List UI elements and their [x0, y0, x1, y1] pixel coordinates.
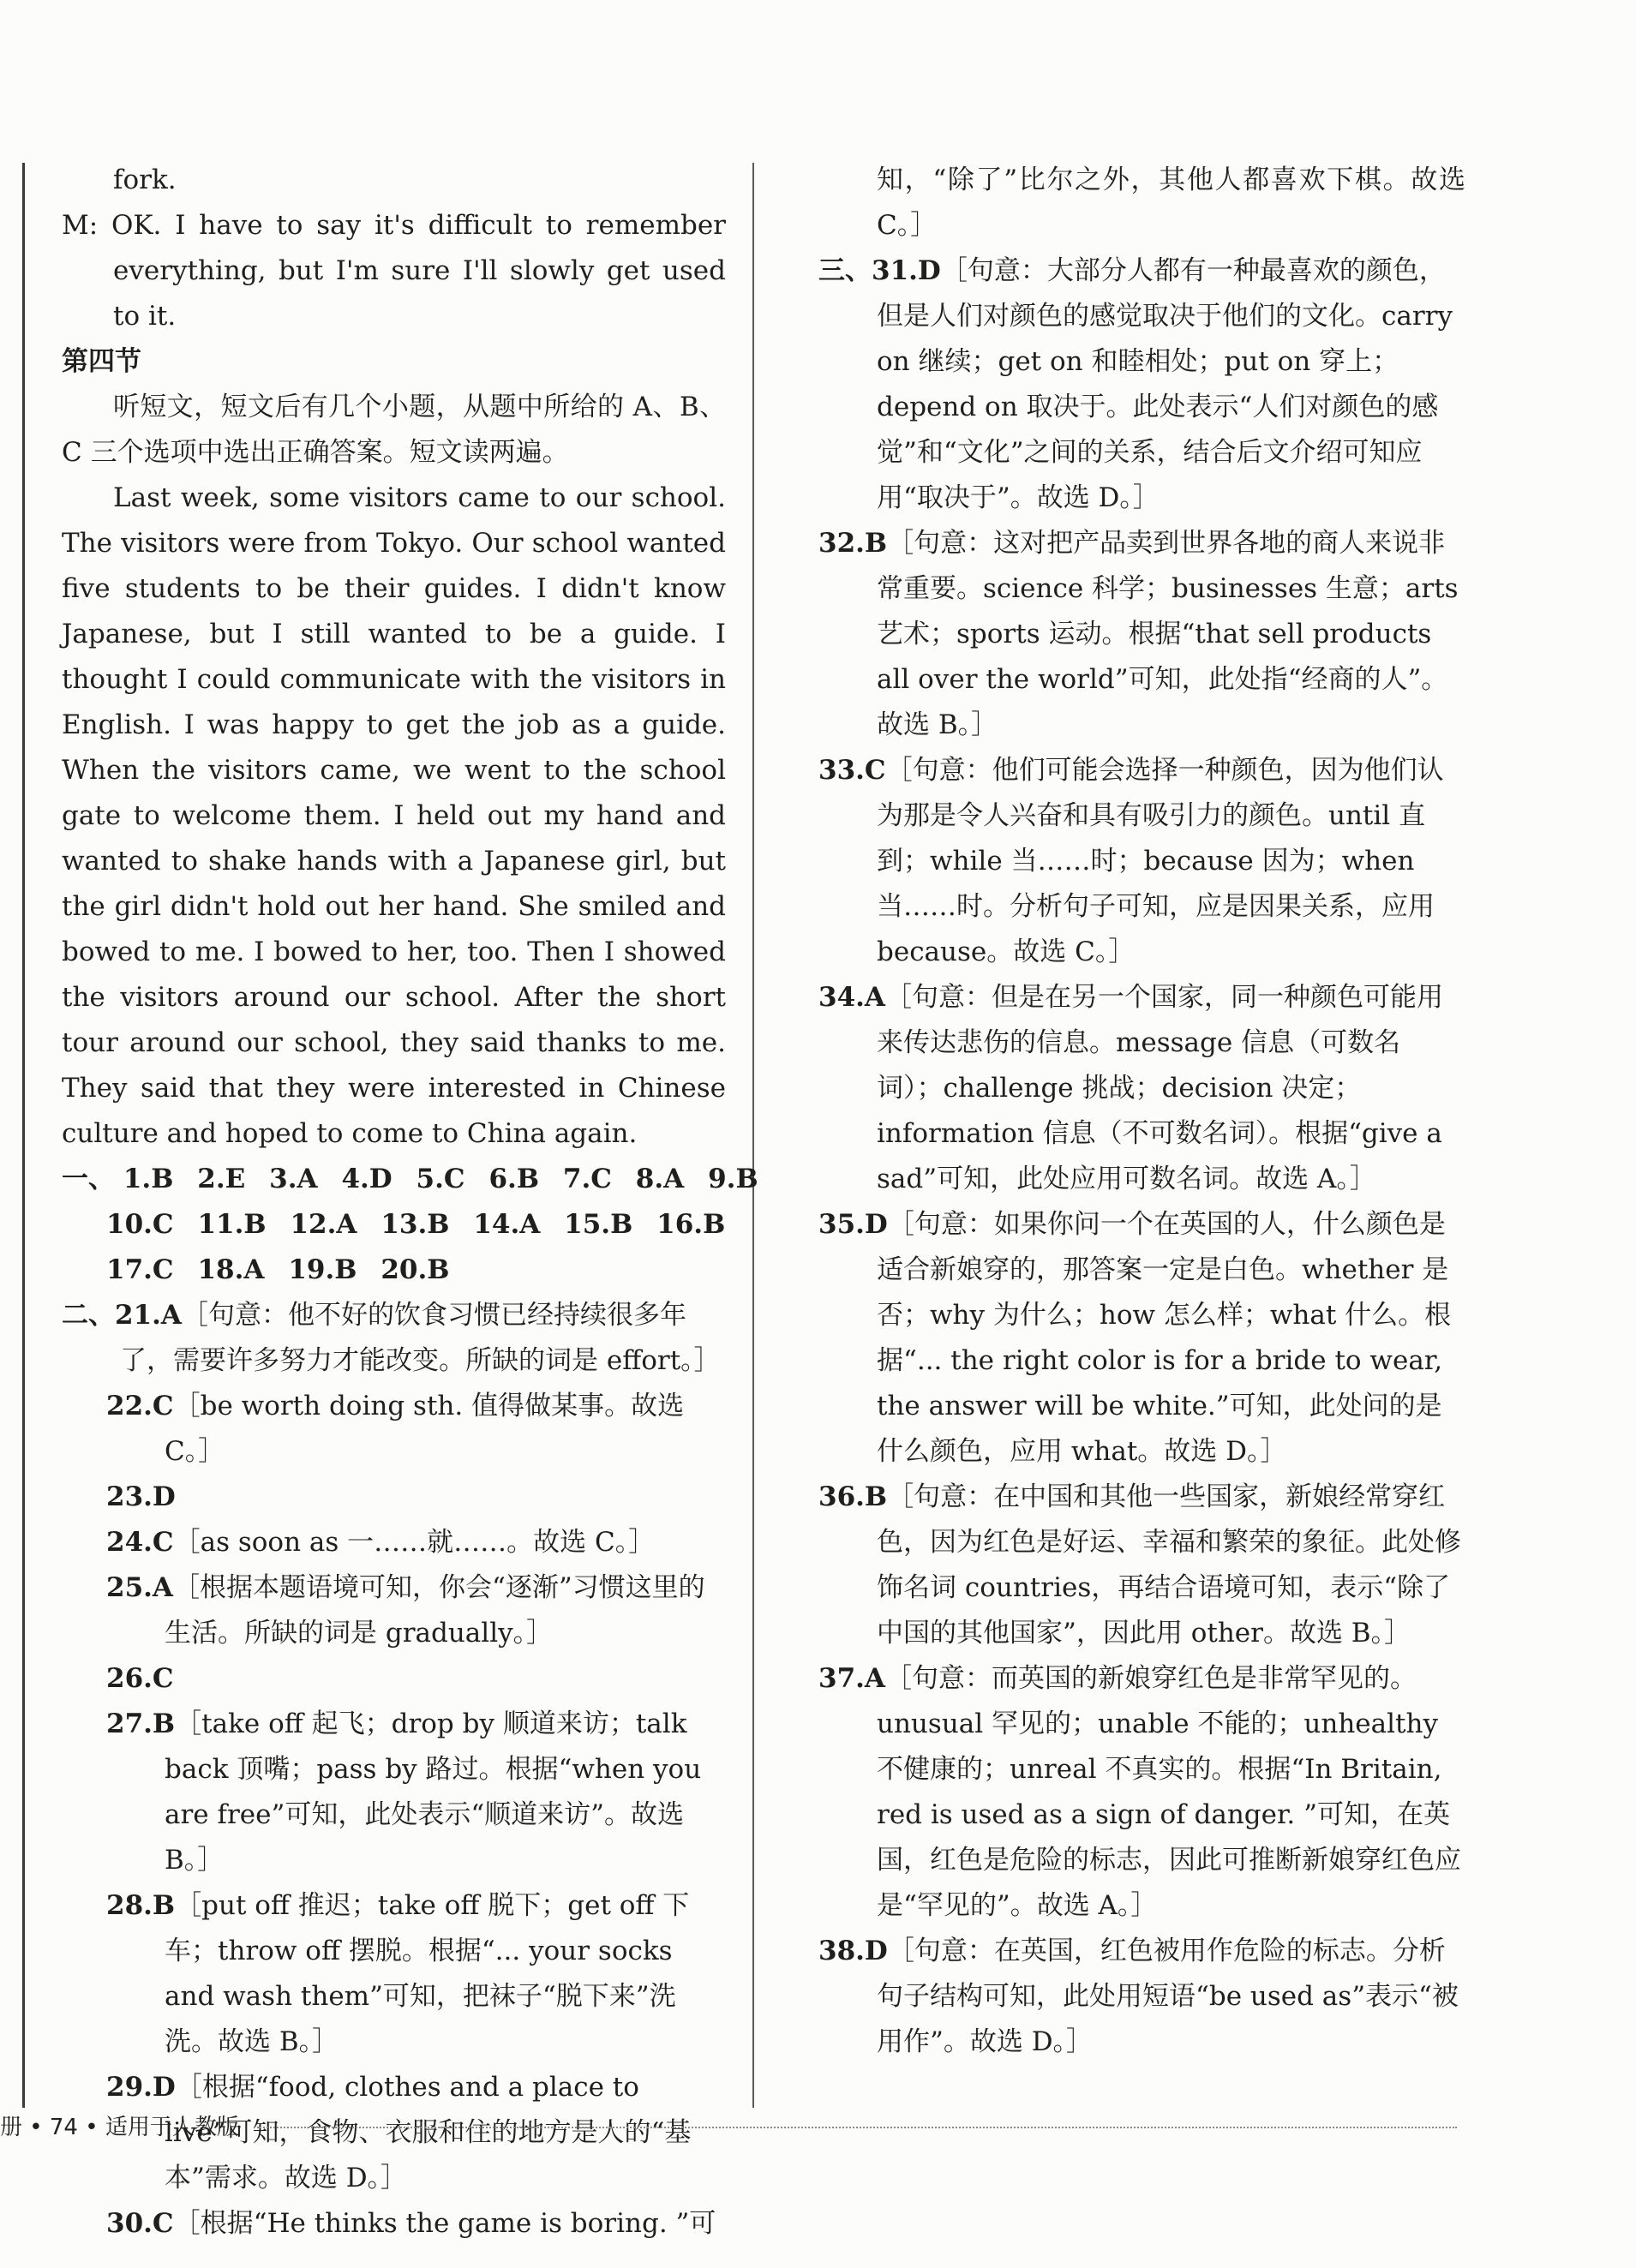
item-explanation: ［句意：这对把产品卖到世界各地的商人来说非常重要。science 科学；businesses 生意；arts 艺术；sports 运动。根据“that sell products all over the world”可知，此处指“经商的人”。故选 B。］: [877, 528, 1459, 740]
answer-item: 2.E: [197, 1164, 246, 1194]
answer-item: 11.B: [197, 1209, 267, 1240]
answer-item: 3.A: [269, 1164, 318, 1194]
item-number: 23.D: [106, 1481, 176, 1512]
explanation-item: [818, 1202, 1465, 1475]
listening-passage: Last week, some visitors came to our school. The visitors were from Tokyo. Our school wanted five students to be their guides. I didn't know Japanese, but I still wanted to be a guide. I thought I could communicate with the visitors in English. I was happy to get the job as a guide. When the visitors came, we went to the school gate to welcome them. I held out my hand and wanted to shake hands with a Japanese girl, but the girl didn't hold out her hand. She smiled and bowed to me. I bowed to her, too. Then I showed the visitors around our school. After the short tour around our school, they said thanks to me. They said that they were interested in Chinese culture and hoped to come to China again.: [62, 482, 726, 1149]
explanation-item: [62, 1702, 726, 1883]
explanation-item: [818, 1656, 1465, 1929]
answer-item: 12.A: [290, 1209, 357, 1240]
transcript-line: M: OK. I have to say it's difficult to remember everything, but I'm sure I'll slowly get used to it.: [62, 210, 726, 332]
left-margin-rule: [22, 163, 25, 2108]
answer-key-part2: [62, 1293, 726, 2247]
item-number: 28.B: [106, 1890, 176, 1921]
item-number: 25.A: [106, 1572, 173, 1603]
item-number: 24.C: [106, 1527, 174, 1558]
item-explanation: ［根据本题语境可知，你会“逐渐”习惯这里的生活。所缺的词是 gradually。］: [165, 1572, 705, 1649]
item-explanation: ［as soon as 一……就……。故选 C。］: [173, 1527, 656, 1558]
answer-key-part1: [62, 1157, 758, 1293]
explanation-item: [62, 1384, 726, 1475]
answer-item: 1.B: [123, 1164, 174, 1194]
part-prefix: 二、: [62, 1300, 115, 1331]
item-number: 29.D: [106, 2072, 176, 2103]
answer-item: 9.B: [708, 1164, 758, 1194]
item-explanation: ［句意：但是在另一个国家，同一种颜色可能用来传达悲伤的信息。message 信息（可数名词）；challenge 挑战；decision 决定；information 信息（不可数名词）。根据“give a sad”可知，此处应用可数名词。故选 A。］: [877, 982, 1443, 1194]
continuation-text: 知，“除了”比尔之外，其他人都喜欢下棋。故选 C。］: [877, 165, 1465, 241]
explanation-item: [62, 1565, 726, 1656]
page-footer: [0, 2109, 1636, 2144]
item-explanation: ［句意：在英国，红色被用作危险的标志。分析句子结构可知，此处用短语“be used as”表示“被用作”。故选 D。］: [877, 1936, 1459, 2057]
answer-row: [62, 1157, 758, 1202]
item-explanation: ［be worth doing sth. 值得做某事。故选 C。］: [165, 1391, 685, 1467]
right-column: [818, 158, 1465, 2065]
item-explanation: ［根据“food, clothes and a place to live”可知，食物、衣服和住的地方是人的“基本”需求。故选 D。］: [165, 2072, 692, 2193]
answer-row: [62, 1202, 726, 1248]
left-column: [62, 158, 758, 2247]
section-instructions: 听短文，短文后有几个小题，从题中所给的 A、B、C 三个选项中选出正确答案。短文读两遍。: [62, 392, 726, 468]
explanation-item: [818, 1475, 1465, 1656]
explanation-item: [62, 1293, 726, 1384]
answer-item: 16.B: [656, 1209, 726, 1240]
item-explanation: ［根据“He thinks the game is boring. ”可: [173, 2208, 716, 2239]
item-number: 36.B: [818, 1481, 888, 1512]
item-explanation: ［句意：如果你问一个在英国的人，什么颜色是适合新娘穿的，那答案一定是白色。whether 是否；why 为什么；how 怎么样；what 什么。根据“... the right color is for a bride to wear, the answer will be white.”可知，此处问的是什么颜色，应用 what。故选 D。］: [877, 1209, 1452, 1467]
answer-item: 20.B: [381, 1254, 450, 1285]
explanation-item: [818, 521, 1465, 748]
explanation-item: [62, 1475, 726, 1520]
item-explanation: ［句意：而英国的新娘穿红色是非常罕见的。unusual 罕见的；unable 不能的；unhealthy 不健康的；unreal 不真实的。根据“In Britain, red is used as a sign of danger. ”可知，在英国，红色是危险的标志，因此可推断新娘穿红色应是“罕见的”。故选 A。］: [877, 1663, 1461, 1921]
item-number: 21.A: [115, 1300, 182, 1331]
answer-item: 5.C: [416, 1164, 465, 1194]
item-number: 27.B: [106, 1708, 176, 1739]
answer-item: 13.B: [381, 1209, 450, 1240]
answer-item: 19.B: [288, 1254, 357, 1285]
item-explanation: ［句意：在中国和其他一些国家，新娘经常穿红色，因为红色是好运、幸福和繁荣的象征。此处修饰名词 countries，再结合语境可知，表示“除了中国的其他国家”，因此用 other。故选 B。］: [877, 1481, 1461, 1649]
answer-item: 4.D: [341, 1164, 393, 1194]
item-explanation: ［句意：大部分人都有一种最喜欢的颜色，但是人们对颜色的感觉取决于他们的文化。carry on 继续；get on 和睦相处；put on 穿上；depend on 取决于。此处表示“人们对颜色的感觉”和“文化”之间的关系，结合后文介绍可知应用“取决于”。故选 D。］: [877, 255, 1453, 513]
explanation-item: [62, 2201, 726, 2247]
part-prefix: 一、: [62, 1164, 115, 1194]
item-number: 35.D: [818, 1209, 888, 1240]
explanation-item: [818, 248, 1465, 521]
explanation-item: [62, 1883, 726, 2065]
item-explanation: ［句意：他们可能会选择一种颜色，因为他们认为那是令人兴奋和具有吸引力的颜色。until 直到；while 当……时；because 因为；when 当……时。分析句子可知，应是因果关系，应用 because。故选 C。］: [877, 755, 1444, 967]
item-number: 31.D: [872, 255, 941, 286]
explanation-item: [62, 1656, 726, 1702]
explanation-item: [62, 1520, 726, 1565]
footer-text: 册 • 74 • 适用于人教版: [0, 2115, 239, 2140]
item-explanation: ［take off 起飞；drop by 顺道来访；talk back 顶嘴；pass by 路过。根据“when you are free”可知，此处表示“顺道来访”。故选 B。］: [165, 1708, 702, 1876]
explanation-item: [818, 975, 1465, 1202]
item-number: 37.A: [818, 1663, 885, 1694]
answer-item: 7.C: [562, 1164, 612, 1194]
item-number: 34.A: [818, 982, 885, 1013]
item-number: 32.B: [818, 528, 888, 559]
column-divider: [752, 163, 754, 2108]
answer-item: 6.B: [488, 1164, 540, 1194]
section-title: 第四节: [62, 346, 141, 377]
transcript-line: fork.: [113, 165, 177, 195]
explanation-item: [818, 748, 1465, 975]
item-explanation: ［句意：他不好的饮食习惯已经持续很多年了，需要许多努力才能改变。所缺的词是 effort。］: [120, 1300, 721, 1376]
part-prefix: 三、: [818, 255, 872, 286]
item-number: 26.C: [106, 1663, 174, 1694]
answer-item: 10.C: [106, 1209, 174, 1240]
item-number: 33.C: [818, 755, 886, 786]
answer-item: 18.A: [197, 1254, 265, 1285]
item-number: 38.D: [818, 1936, 888, 1966]
answer-item: 8.A: [635, 1164, 685, 1194]
answer-row: [62, 1248, 726, 1293]
answer-item: 14.A: [473, 1209, 541, 1240]
item-number: 22.C: [106, 1391, 174, 1421]
explanation-item: [818, 1929, 1465, 2065]
footer-dotted-rule: [257, 2127, 1457, 2128]
item-explanation: ［put off 推迟；take off 脱下；get off 下车；throw off 摆脱。根据“... your socks and wash them”可知，把袜子“脱下来”洗洗。故选 B。］: [165, 1890, 690, 2057]
answer-item: 17.C: [106, 1254, 174, 1285]
item-number: 30.C: [106, 2208, 174, 2239]
answer-item: 15.B: [564, 1209, 633, 1240]
